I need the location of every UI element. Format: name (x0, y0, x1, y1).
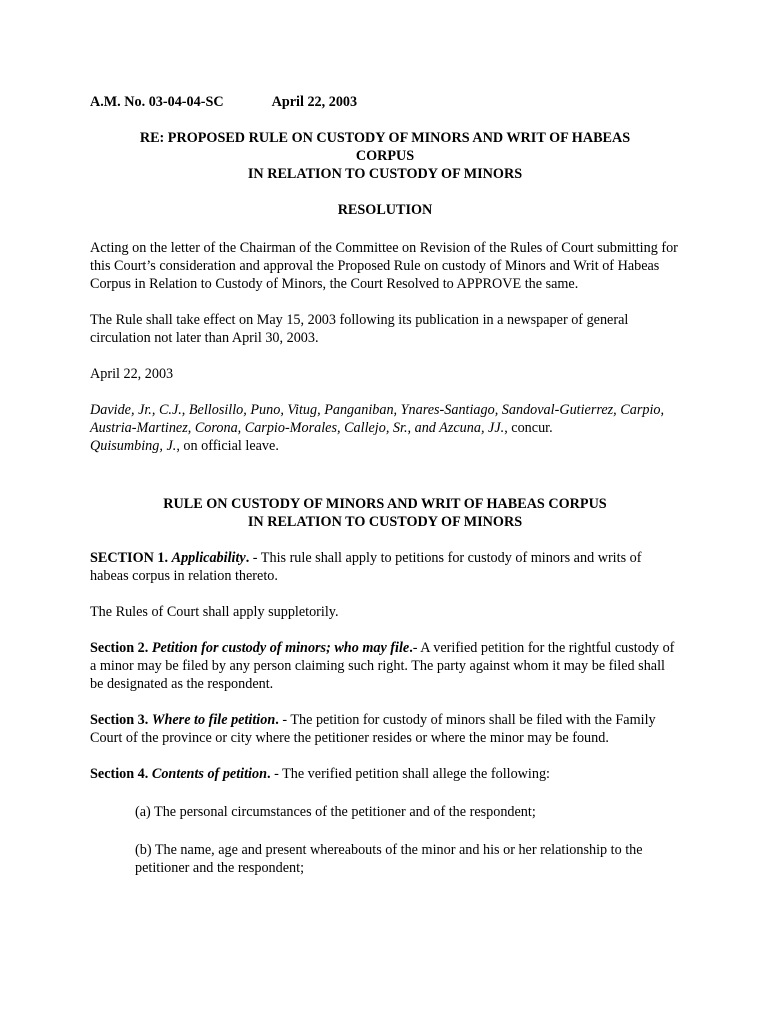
section-3-title: Where to file petition (151, 712, 276, 728)
section-1-number: SECTION 1. (90, 550, 169, 566)
title-line-1: RE: PROPOSED RULE ON CUSTODY OF MINORS AND WRIT OF HABEAS (139, 130, 631, 146)
signing-date: April 22, 2003 (90, 366, 174, 382)
list-item: (a) The personal circumstances of the petitioner and of the respondent; (135, 804, 536, 820)
resolution-title (90, 129, 680, 183)
list-item: (b) The name, age and present whereabouts of the minor and his or her relationship to the petitioner and the respondent; (135, 842, 643, 876)
effectivity-paragraph: The Rule shall take effect on May 15, 2003 following its publication in a newspaper of general circulation not later than April 30, 2003. (90, 312, 629, 346)
section-2 (90, 639, 680, 693)
section-2-number: Section 2. (90, 640, 149, 656)
section-2-title: Petition for custody of minors; who may file (151, 640, 410, 656)
rule-title-line-2: IN RELATION TO CUSTODY OF MINORS (247, 514, 523, 530)
header-date: April 22, 2003 (271, 94, 358, 110)
suppletory-paragraph: The Rules of Court shall apply suppletorily. (90, 604, 339, 620)
section-2-text: - A verified petition for the rightful custody of a minor may be filed by any person claiming such right. The party against whom it may be filed shall be designated as the respondent. (90, 640, 675, 692)
resolution-body: Acting on the letter of the Chairman of the Committee on Revision of the Rules of Court submitting for this Court’s consideration and approval the Proposed Rule on custody of Minors and Writ of Habeas Corpus in Relation to Custody of Minors, the Court Resolved to APPROVE the same. (90, 240, 678, 292)
leave-text: , on official leave. (176, 438, 279, 454)
document-page (90, 93, 680, 877)
section-1-title: Applicability (171, 550, 246, 566)
title-line-2: CORPUS (355, 148, 415, 164)
section-3-sep: . (275, 712, 283, 728)
section-3-text: - The petition for custody of minors shall be filed with the Family Court of the province or city where the petitioner resides or where the minor may be found. (90, 712, 656, 746)
title-line-3: IN RELATION TO CUSTODY OF MINORS (247, 166, 523, 182)
am-number: A.M. No. 03-04-04-SC (90, 94, 224, 110)
resolution-heading: RESOLUTION (337, 202, 433, 218)
section-3 (90, 711, 680, 747)
section-4 (90, 765, 680, 783)
section-1-text: - This rule shall apply to petitions for custody of minors and writs of habeas corpus in relation thereto. (90, 550, 642, 584)
section-4-sep: . (266, 766, 275, 782)
leave-justice-name: Quisumbing, J. (90, 438, 177, 454)
rule-title-line-1: RULE ON CUSTODY OF MINORS AND WRIT OF HABEAS CORPUS (163, 496, 607, 512)
section-4-text: - The verified petition shall allege the following: (274, 766, 550, 782)
section-1-sep: . (245, 550, 253, 566)
case-header (90, 93, 680, 111)
section-4-title: Contents of petition (151, 766, 267, 782)
rule-title (90, 495, 680, 531)
section-1 (90, 549, 680, 585)
section-3-number: Section 3. (90, 712, 149, 728)
justices-names: Davide, Jr., C.J., Bellosillo, Puno, Vitug, Panganiban, Ynares-Santiago, Sandoval-Gutierrez, Carpio, Austria-Martinez, Corona, Carpio-Morales, Callejo, Sr., and Azcuna, JJ. (90, 402, 665, 436)
concur-text: , concur. (504, 420, 553, 436)
justices-concurrence (90, 401, 680, 455)
section-4-number: Section 4. (90, 766, 149, 782)
section-2-sep: . (409, 640, 413, 656)
